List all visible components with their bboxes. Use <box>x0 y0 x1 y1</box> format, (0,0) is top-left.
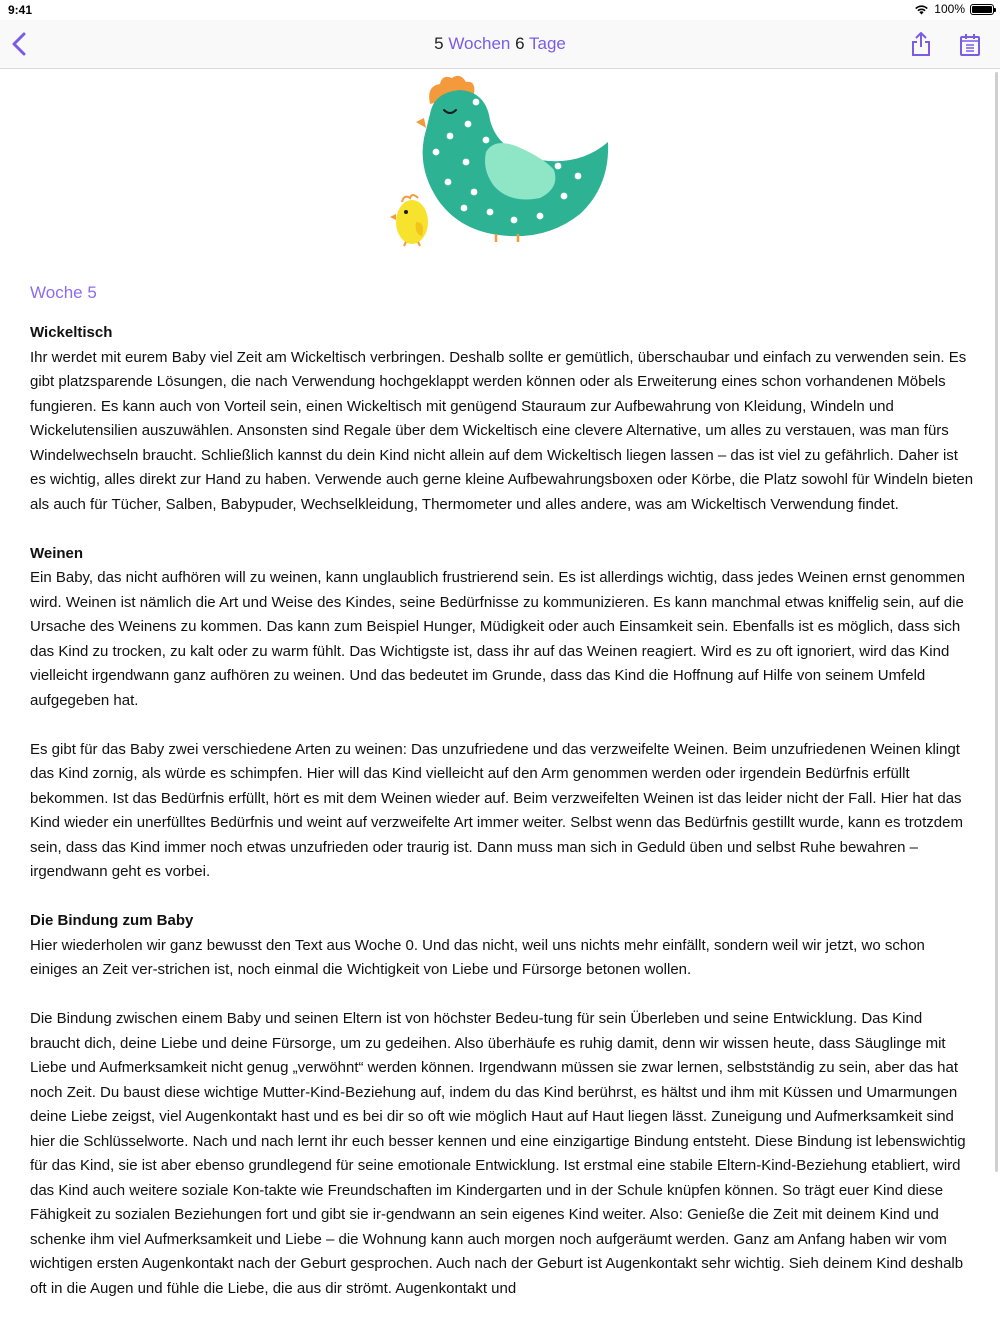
battery-percent: 100% <box>934 2 965 16</box>
section-bindung <box>30 909 975 1301</box>
navigation-bar <box>0 20 1000 69</box>
week-title: Woche 5 <box>30 283 97 302</box>
status-time: 9:41 <box>8 3 33 17</box>
article-content <box>30 283 975 1301</box>
days-count: 6 <box>515 34 525 53</box>
status-bar <box>0 0 1000 20</box>
weeks-count: 5 <box>434 34 444 53</box>
scroll-indicator[interactable] <box>995 72 998 1172</box>
section-paragraph: Hier wiederholen wir ganz bewusst den Text aus Woche 0. Und das nicht, weil uns nichts mehr einfällt, sondern weil wir jetzt, wo schon einiges an Zeit ver-strichen ist, noch einmal die Wichtigkeit von Liebe und Fürsorge betonen wollen. <box>30 936 925 978</box>
status-indicators <box>914 2 994 16</box>
section-paragraph: Die Bindung zwischen einem Baby und seinen Eltern ist von höchster Bedeu-tung für sein Überleben und seine Entwicklung. Das Kind braucht dich, deine Liebe und deine Fürsorge, um zu gedeihen. Also überhäufe es ruhig damit, denn wir wissen heute, dass Säuglinge mit Liebe und Aufmerksamkeit nicht genug „verwöhnt“ werden können. Irgendwann müssen sie zwar lernen, selbstständig zu sein, aber das hat noch Zeit. Du baust diese wichtige Mutter-Kind-Beziehung auf, indem du das Kind berührst, es hältst und ihm mit Küssen und Umarmungen deine Liebe zeigst, viel Augenkontakt hast und es bei dir so oft wie möglich Haut auf Haut liegen lässt. Zuneigung und Aufmerksamkeit sind hier die Schlüsselworte. Nach und nach lernt ihr euch besser kennen und eine einzigartige Bindung entsteht. Diese Bindung ist lebenswichtig für das Kind, sie ist aber ebenso grundlegend für seine emotionale Entwicklung. Ist erstmal eine stabile Eltern-Kind-Beziehung etabliert, wird das Kind auch weitere soziale Kon-takte wie Freundschaften im Kindergarten und in der Schule knüpfen können. So trägt euer Kind diese Fähigkeit zu sozialen Beziehungen fort und gibt sie ir-gendwann an sein eigenes Kind weiter. Also: Genieße die Zeit mit deinem Kind und schenke ihm viel Aufmerksamkeit und Liebe – die Wohnung kann auch morgen noch aufgeräumt werden. Ganz am Anfang haben wir vom wichtigen ersten Augenkontakt nach der Geburt gesprochen. Auch nach der Geburt ist Augenkontakt sehr wichtig. Sieh deinem Kind deshalb oft in die Augen und fühle die Liebe, die aus dir strömt. Augenkontakt und <box>30 1010 966 1297</box>
hen-illustration <box>390 74 620 250</box>
calendar-button[interactable] <box>958 32 982 58</box>
section-paragraph: Ein Baby, das nicht aufhören will zu weinen, kann unglaublich frustrierend sein. Es ist allerdings wichtig, dass jedes Weinen ernst genommen wird. Weinen ist nämlich die Art und Weise des Kindes, seine Bedürfnisse zu kommunizieren. Es kann manchmal etwas kniffelig sein, auf die Ursache des Weinens zu kommen. Das kann zum Beispiel Hunger, Müdigkeit oder auch Einsamkeit sein. Ebenfalls ist es möglich, dass sich das Kind zu trocken, zu kalt oder zu warm fühlt. Das Wichtigste ist, dass ihr auf das Weinen reagiert. Wird es zu oft ignoriert, wird das Kind vielleicht irgendwann ganz aufhören zu weinen. Und das bedeutet im Grunde, dass das Kind die Hoffnung auf Hilfe von seinem Umfeld aufgegeben hat. <box>30 569 965 709</box>
section-paragraph: Ihr werdet mit eurem Baby viel Zeit am Wickeltisch verbringen. Deshalb sollte er gemütlich, überschaubar und einfach zu verwenden sein. Es gibt platzsparende Lösungen, die nach Verwendung hochgeklappt werden können oder als Erweiterung eines schon vorhandenen Möbels fungieren. Es kann auch von Vorteil sein, einen Wickeltisch mit genügend Stauraum zur Aufbewahrung von Kleidung, Windeln und Wickelutensilien auszuwählen. Ansonsten sind Regale über dem Wickeltisch eine clevere Alternative, um alles zu verstauen, was man fürs Windelwechseln braucht. Schließlich kannst du dein Kind nicht allein auf dem Wickeltisch liegen lassen – das ist viel zu gefährlich. Daher ist es wichtig, alles direkt zur Hand zu haben. Verwende auch gerne kleine Aufbewahrungsboxen oder Körbe, die Platz sowohl für Windeln bieten als auch für Tücher, Salben, Babypuder, Wechselkleidung, Thermometer und alles andere, was am Wickeltisch Verwendung findet. <box>30 348 974 513</box>
section-heading: Wickeltisch <box>30 324 113 341</box>
calendar-icon <box>958 32 982 58</box>
section-heading: Die Bindung zum Baby <box>30 912 194 929</box>
section-paragraph: Es gibt für das Baby zwei verschiedene Arten zu weinen: Das unzufriedene und das verzweifelte Weinen. Beim unzufriedenen Weinen klingt das Kind zornig, als würde es schimpfen. Hier will das Kind vielleicht auf den Arm genommen werden oder irgendein Bedürfnis erfüllt bekommen. Ist das Bedürfnis erfüllt, hört es mit dem Weinen wieder auf. Beim verzweifelten Weinen ist das leider nicht der Fall. Hier hat das Kind wieder ein unerfülltes Bedürfnis und weint auf verzweifelte Art immer weiter. Selbst wenn das Bedürfnis gestillt wurde, kann es trotzdem sein, dass das Kind immer noch etwas unzufrieden oder traurig ist. Dann muss man sich in Geduld üben und selbst Ruhe bewahren – irgendwann geht es vorbei. <box>30 740 963 880</box>
section-weinen <box>30 542 975 885</box>
section-wickeltisch <box>30 321 975 517</box>
days-label: Tage <box>529 34 566 53</box>
battery-icon <box>970 4 994 15</box>
wifi-icon <box>914 4 929 15</box>
share-icon <box>909 30 933 58</box>
page-title <box>0 34 1000 54</box>
section-heading: Weinen <box>30 544 84 562</box>
weeks-label: Wochen <box>448 34 511 53</box>
share-button[interactable] <box>909 30 933 58</box>
hen-with-chick-icon <box>390 74 620 250</box>
